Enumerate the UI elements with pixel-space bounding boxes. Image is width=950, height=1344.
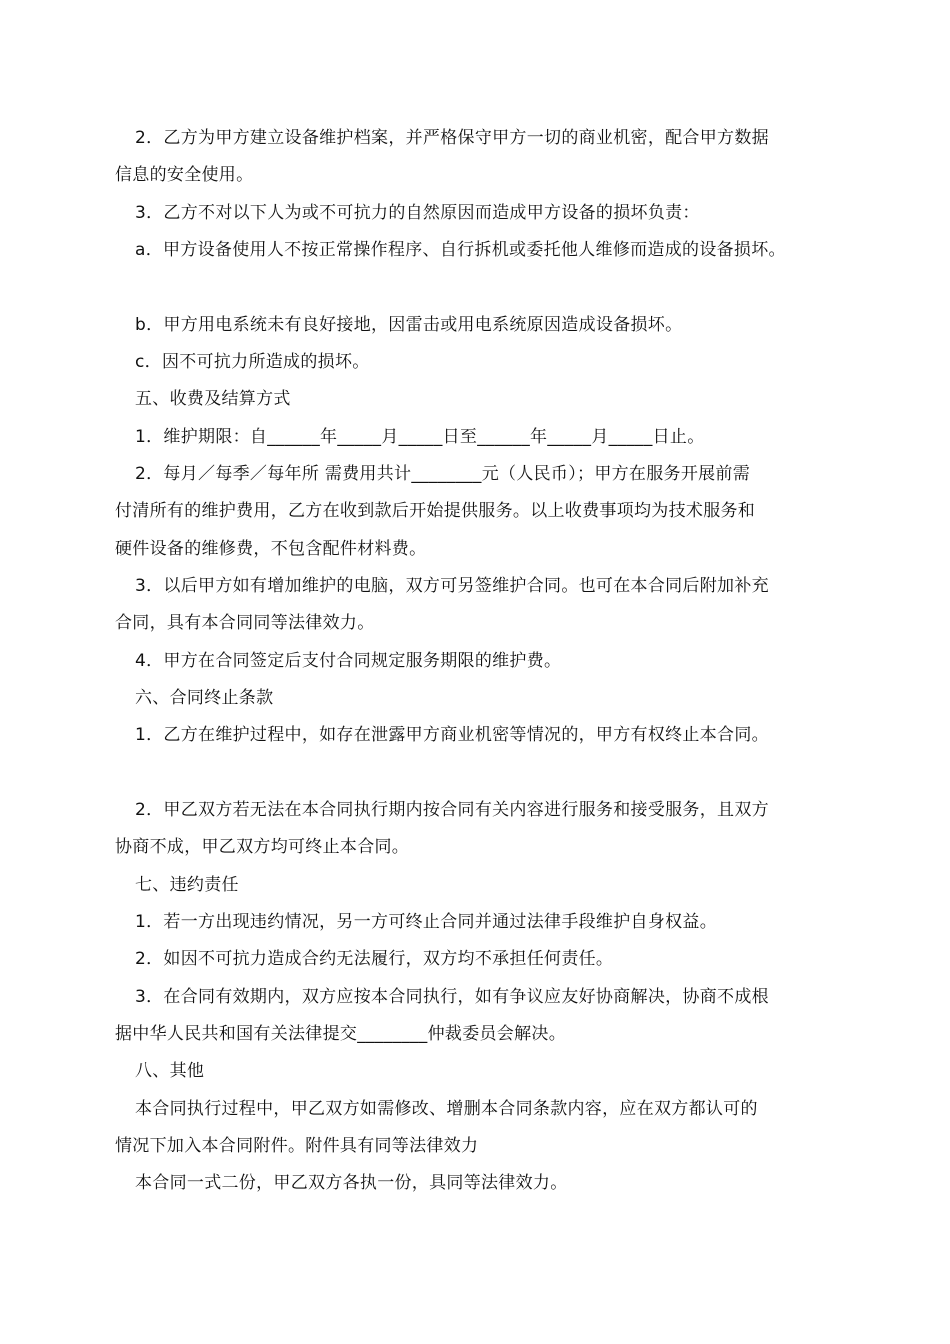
clause-4-3-c: c．因不可抗力所造成的损坏。	[135, 352, 370, 372]
clause-7-2: 2．如因不可抗力造成合约无法履行，双方均不承担任何责任。	[135, 949, 614, 969]
clause-4-3-b: b．甲方用电系统未有良好接地，因雷击或用电系统原因造成设备损坏。	[135, 315, 683, 335]
clause-8-1-line-2: 情况下加入本合同附件。附件具有同等法律效力	[115, 1136, 479, 1156]
clause-8-2: 本合同一式二份，甲乙双方各执一份，具同等法律效力。	[135, 1173, 568, 1193]
clause-4-3: 3．乙方不对以下人为或不可抗力的自然原因而造成甲方设备的损坏负责：	[135, 203, 700, 223]
clause-7-1: 1．若一方出现违约情况，另一方可终止合同并通过法律手段维护自身权益。	[135, 912, 718, 932]
clause-5-2-line-3: 硬件设备的维修费，不包含配件材料费。	[115, 539, 427, 559]
clause-6-2-line-2: 协商不成，甲乙双方均可终止本合同。	[115, 837, 410, 857]
section-8-heading: 八、其他	[135, 1061, 205, 1081]
section-5-heading: 五、收费及结算方式	[135, 389, 291, 409]
clause-5-2-line-2: 付清所有的维护费用，乙方在收到款后开始提供服务。以上收费事项均为技术服务和	[115, 501, 756, 521]
clause-7-3-line-2: 据中华人民共和国有关法律提交________仲裁委员会解决。	[115, 1024, 566, 1044]
clause-5-2-line-1: 2．每月／每季／每年所 需费用共计________元（人民币）；甲方在服务开展前需	[135, 464, 751, 484]
section-6-heading: 六、合同终止条款	[135, 688, 274, 708]
clause-5-3-line-2: 合同，具有本合同同等法律效力。	[115, 613, 375, 633]
section-7-heading: 七、违约责任	[135, 875, 239, 895]
clause-7-3-line-1: 3．在合同有效期内，双方应按本合同执行，如有争议应友好协商解决，协商不成根	[135, 987, 769, 1007]
clause-6-1: 1．乙方在维护过程中，如存在泄露甲方商业机密等情况的，甲方有权终止本合同。	[135, 725, 769, 745]
clause-6-2-line-1: 2．甲乙双方若无法在本合同执行期内按合同有关内容进行服务和接受服务，且双方	[135, 800, 769, 820]
clause-4-2-line-2: 信息的安全使用。	[115, 165, 254, 185]
clause-5-1: 1．维护期限：自______年_____月_____日至______年_____月_____日止。	[135, 427, 705, 447]
clause-5-3-line-1: 3．以后甲方如有增加维护的电脑，双方可另签维护合同。也可在本合同后附加补充	[135, 576, 769, 596]
clause-4-3-a: a．甲方设备使用人不按正常操作程序、自行拆机或委托他人维修而造成的设备损坏。	[135, 240, 786, 260]
clause-5-4: 4．甲方在合同签定后支付合同规定服务期限的维护费。	[135, 651, 562, 671]
clause-8-1-line-1: 本合同执行过程中，甲乙双方如需修改、增删本合同条款内容，应在双方都认可的	[135, 1099, 758, 1119]
clause-4-2-line-1: 2．乙方为甲方建立设备维护档案，并严格保守甲方一切的商业机密，配合甲方数据	[135, 128, 769, 148]
